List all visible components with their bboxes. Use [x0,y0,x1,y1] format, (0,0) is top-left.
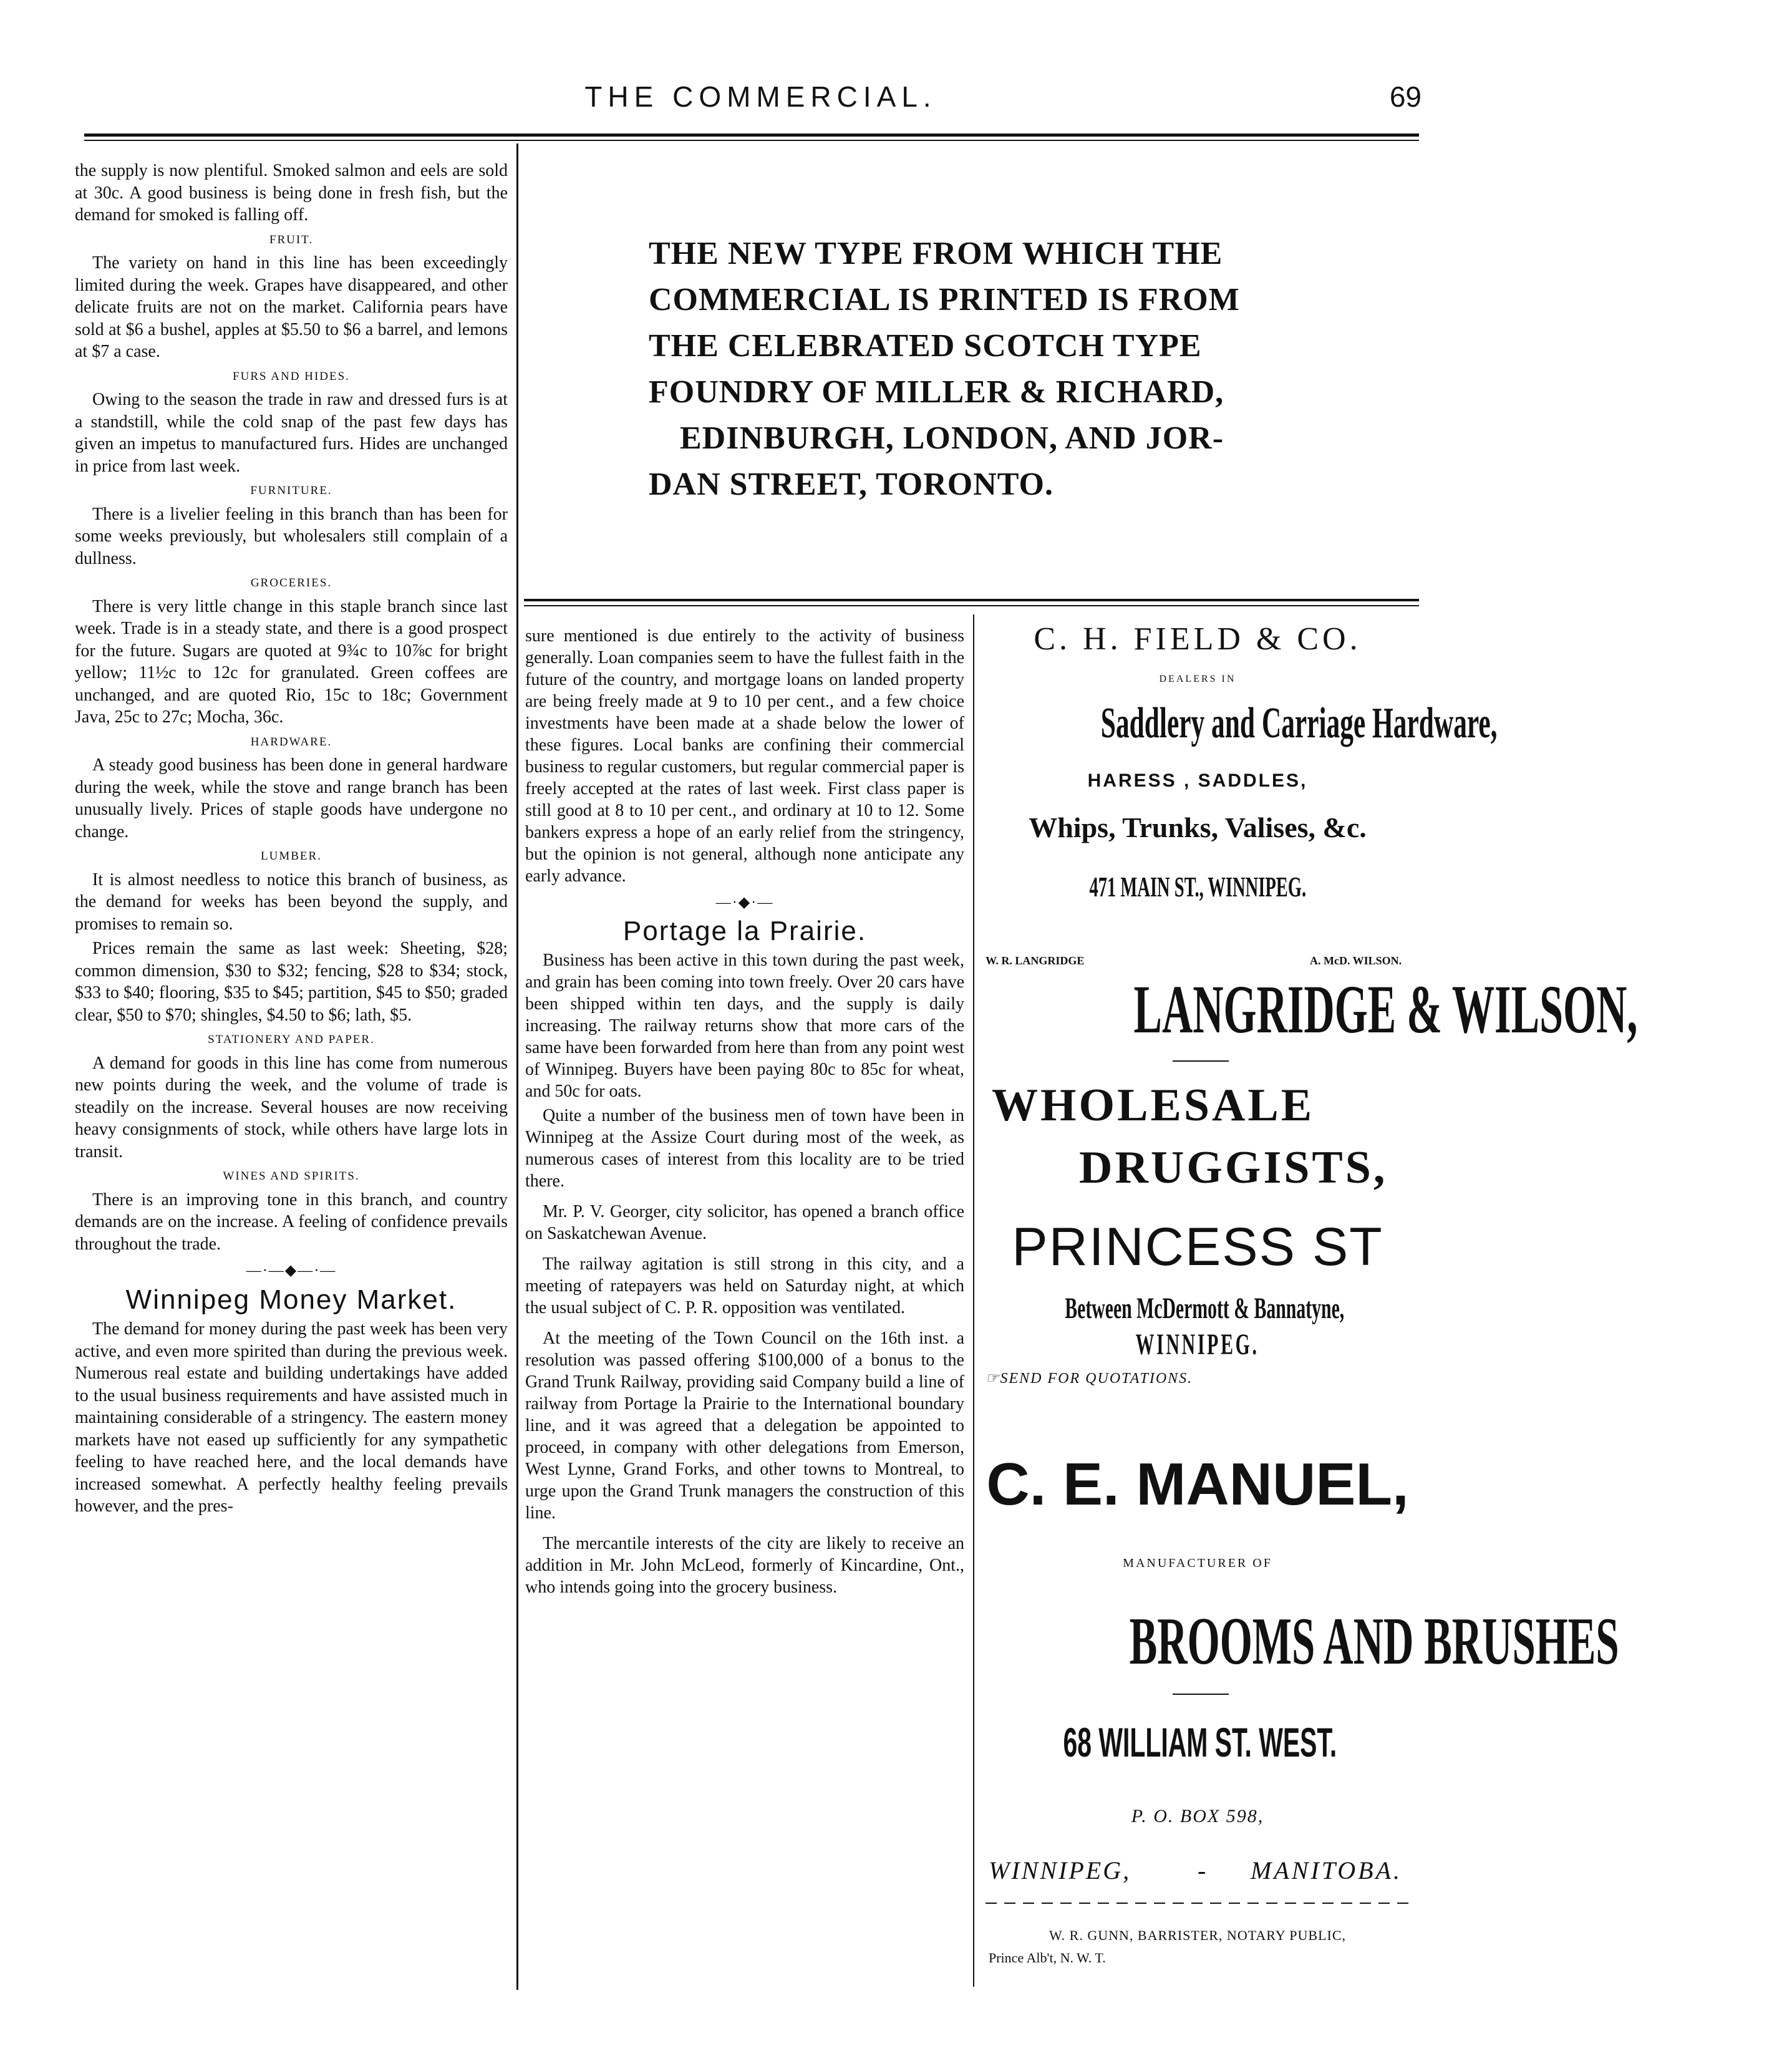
langridge-druggists: DRUGGISTS, [1079,1142,1388,1193]
notice-line: THE NEW TYPE FROM WHICH THE [649,236,1223,271]
field-ad-line1 [979,699,1498,749]
gunn-line1: W. R. GUNN, BARRISTER, NOTARY PUBLIC, [1049,1927,1347,1943]
ornamental-separator: —·—◆—·— [246,1263,337,1279]
portage-paragraph: Business has been active in this town during the past week, and grain has been coming into town freely. Over 20 cars have been shipped within ten days, and the supply is daily increasing. The railway returns show that more cars of the same have been forwarded from here than from any point west of Winnipeg. Buyers have been paying 80c to 85c for wheat, and 50c for oats. [525,951,964,1101]
portage-paragraph: The mercantile interests of the city are likely to receive an addition in Mr. John McLeod, formerly of Kincardine, Ont., who intends going into the grocery business. [525,1534,964,1597]
section-heading-fruit: FRUIT. [269,233,314,246]
notice-line: FOUNDRY OF MILLER & RICHARD, [649,374,1224,410]
section-paragraph: A steady good business has been done in general hardware during the week, while the stove and range branch has been unusually lively. Prices of staple goods have undergone no change. [75,755,508,841]
portage-paragraph: The railway agitation is still strong in this city, and a meeting of ratepayers was held on Saturday night, at which the usual subject of C. P. R. opposition was ventilated. [525,1254,964,1317]
langridge-quotations: ☞SEND FOR QUOTATIONS. [986,1370,1193,1387]
section-heading-lumber: LUMBER. [261,850,322,863]
langridge-name [979,970,1638,1049]
manuel-address-text: 68 WILLIAM ST. WEST. [1063,1719,1337,1765]
notice-line: DAN STREET, TORONTO. [649,467,1054,502]
section-paragraph: A demand for goods in this line has come from numerous new points during the week, and the volume of trade is steadily on the increase. Several houses are now receiving heavy consignments of stock, while others have large lots in transit. [75,1053,508,1161]
langridge-city-text: WINNIPEG. [1135,1328,1259,1361]
field-ad-dealers: DEALERS IN [1159,674,1236,684]
langridge-between-text: Between McDermott & Bannatyne, [1065,1292,1345,1325]
manuel-divider [1173,1694,1229,1695]
manuel-address [979,1719,1416,1766]
market-intro-paragraph: the supply is now plentiful. Smoked salmon and eels are sold at 30c. A good business is being done in fresh fish, but the demand for smoked is falling off. [75,161,508,225]
notice-rule-top [524,599,1419,601]
langridge-city [979,1327,1416,1362]
column-rule-middle [973,614,974,1987]
section-paragraph: Prices remain the same as last week: Sheeting, $28; common dimension, $30 to $32; fencing, $28 to $34; stock, $33 to $40; flooring, $35 to $45; partition, $45 to $50; graded clear, $50 to $70; shingles, $4.50 to $6; lath, $5. [75,939,508,1025]
manuel-dash: - [1198,1856,1206,1884]
field-ad-address [979,870,1416,903]
notice-line: EDINBURGH, LONDON, AND JOR- [680,420,1224,456]
section-heading-furniture: FURNITURE. [250,484,332,497]
section-heading-groceries: GROCERIES. [250,576,332,589]
money-market-paragraph: The demand for money during the past week has been very active, and even more spirited than during the previous week. Numerous real estate and building undertakings have added to the usual business requirements and have assisted much in maintaining considerable of a stringency. The eastern money markets have not eased up sufficiently for any sympathetic feeling to have reached here, and the local demands have increased somewhat. A perfectly healthy feeling prevails however, and the pres- [75,1319,508,1516]
running-head: THE COMMERCIAL. [584,80,937,113]
manuel-city: WINNIPEG, [989,1856,1131,1884]
notice-line: COMMERCIAL IS PRINTED IS FROM [649,282,1240,318]
portage-paragraph: Quite a number of the business men of town have been in Winnipeg at the Assize Court during most of the week, as numerous cases of interest from this locality are to be tried there. [525,1106,964,1191]
field-ad-address-text: 471 MAIN ST., WINNIPEG. [1089,871,1306,903]
money-market-title: Winnipeg Money Market. [125,1284,457,1315]
portage-paragraph: At the meeting of the Town Council on the 16th inst. a resolution was passed offering $100,000 of a bonus to the Grand Trunk Railway, providing said Company build a line of railway from Portage la Prairie to the International boundary line, and it was agreed that a delegation be appointed to proceed, in company with other delegations from Emerson, West Lynne, Grand Forks, and other towns to Montreal, to urge upon the Grand Trunk managers the construction of this line. [525,1329,964,1523]
money-market-continuation: sure mentioned is due entirely to the activity of business generally. Loan companies seem to have the fullest faith in the future of the country, and mortgage loans on landed property are being freely made at 9 to 10 per cent., and a few choice investments have been made at a shade below the lower of these figures. Local banks are confining their commercial business to regular customers, but regular commercial paper is freely accepted at the rates of last week. First class paper is still good at 8 to 10 per cent., and ordinary at 10 to 12. Some bankers express a hope of an early relief from the stringency, but the opinion is not general, although none anticipate any early advance. [525,626,964,886]
langridge-partner-left: W. R. LANGRIDGE [986,954,1085,967]
manuel-name: C. E. MANUEL, [986,1451,1409,1518]
manuel-product [979,1603,1619,1680]
manuel-product-text: BROOMS AND BRUSHES [1129,1604,1619,1679]
manuel-role: MANUFACTURER OF [1123,1556,1272,1570]
field-ad-line2: HARESS , SADDLES, [1087,770,1308,791]
header-rule-thick [84,133,1419,137]
gunn-line2: Prince Alb't, N. W. T. [989,1950,1106,1966]
type-foundry-notice [649,231,1335,508]
section-heading-furs: FURS AND HIDES. [233,369,350,383]
column-rule-left [516,143,518,1990]
portage-title: Portage la Prairie. [622,916,867,946]
section-paragraph: The variety on hand in this line has been exceedingly limited during the week. Grapes have disappeared, and other delicate fruits are not on the market. California pears have sold at $6 a bushel, apples at $5.50 to $6 a barrel, and lemons at $7 a case. [75,253,508,361]
langridge-wholesale: WHOLESALE [992,1080,1315,1131]
field-ad-line3: Whips, Trunks, Valises, &c. [1029,812,1367,843]
section-paragraph: There is very little change in this staple branch since last week. Trade is in a steady state, and there is a good prospect for the future. Sugars are quoted at 9¾c to 10⅞c for bright yellow; 11½c to 12c for granulated. Green coffees are unchanged, and are quoted Rio, 15c to 18c; Government Java, 25c to 27c; Mocha, 36c. [75,596,508,727]
langridge-name-text: LANGRIDGE & WILSON, [1133,971,1638,1047]
section-paragraph: There is a livelier feeling in this branch than has been for some weeks previously, but wholesalers still complain of a dullness. [75,504,508,568]
manuel-bottom-rule [986,1903,1416,1904]
section-paragraph: Owing to the season the trade in raw and dressed furs is at a standstill, while the cold snap of the past few days has given an impetus to manufactured furs. Hides are unchanged in price from last week. [75,390,508,476]
left-column [75,160,508,1520]
middle-column [525,625,964,1601]
field-ad-name: C. H. FIELD & CO. [1034,621,1362,657]
ornamental-separator: —·◆·— [715,895,774,911]
section-paragraph: There is an improving tone in this branch, and country demands are on the increase. A feeling of confidence prevails throughout the trade. [75,1190,508,1254]
manuel-province: MANITOBA. [1251,1856,1403,1884]
langridge-street: PRINCESS ST [1012,1217,1383,1277]
langridge-divider [1173,1060,1229,1062]
section-heading-hardware: HARDWARE. [250,735,332,749]
section-paragraph: It is almost needless to notice this branch of business, as the demand for weeks has been beyond the supply, and promises to remain so. [75,870,508,934]
langridge-partner-right: A. McD. WILSON. [1310,954,1402,967]
field-ad-line1-text: Saddlery and Carriage Hardware, [1100,699,1498,747]
notice-rule-bottom [524,605,1419,606]
page-number: 69 [1389,80,1421,113]
header-rule-thin [84,140,1419,141]
notice-line: THE CELEBRATED SCOTCH TYPE [649,328,1202,364]
section-heading-wines: WINES AND SPIRITS. [223,1170,360,1183]
langridge-between [979,1291,1416,1326]
portage-paragraph: Mr. P. V. Georger, city solicitor, has opened a branch office on Saskatchewan Avenue. [525,1202,964,1243]
section-heading-stationery: STATIONERY AND PAPER. [208,1033,375,1046]
manuel-box: P. O. BOX 598, [1131,1806,1264,1826]
